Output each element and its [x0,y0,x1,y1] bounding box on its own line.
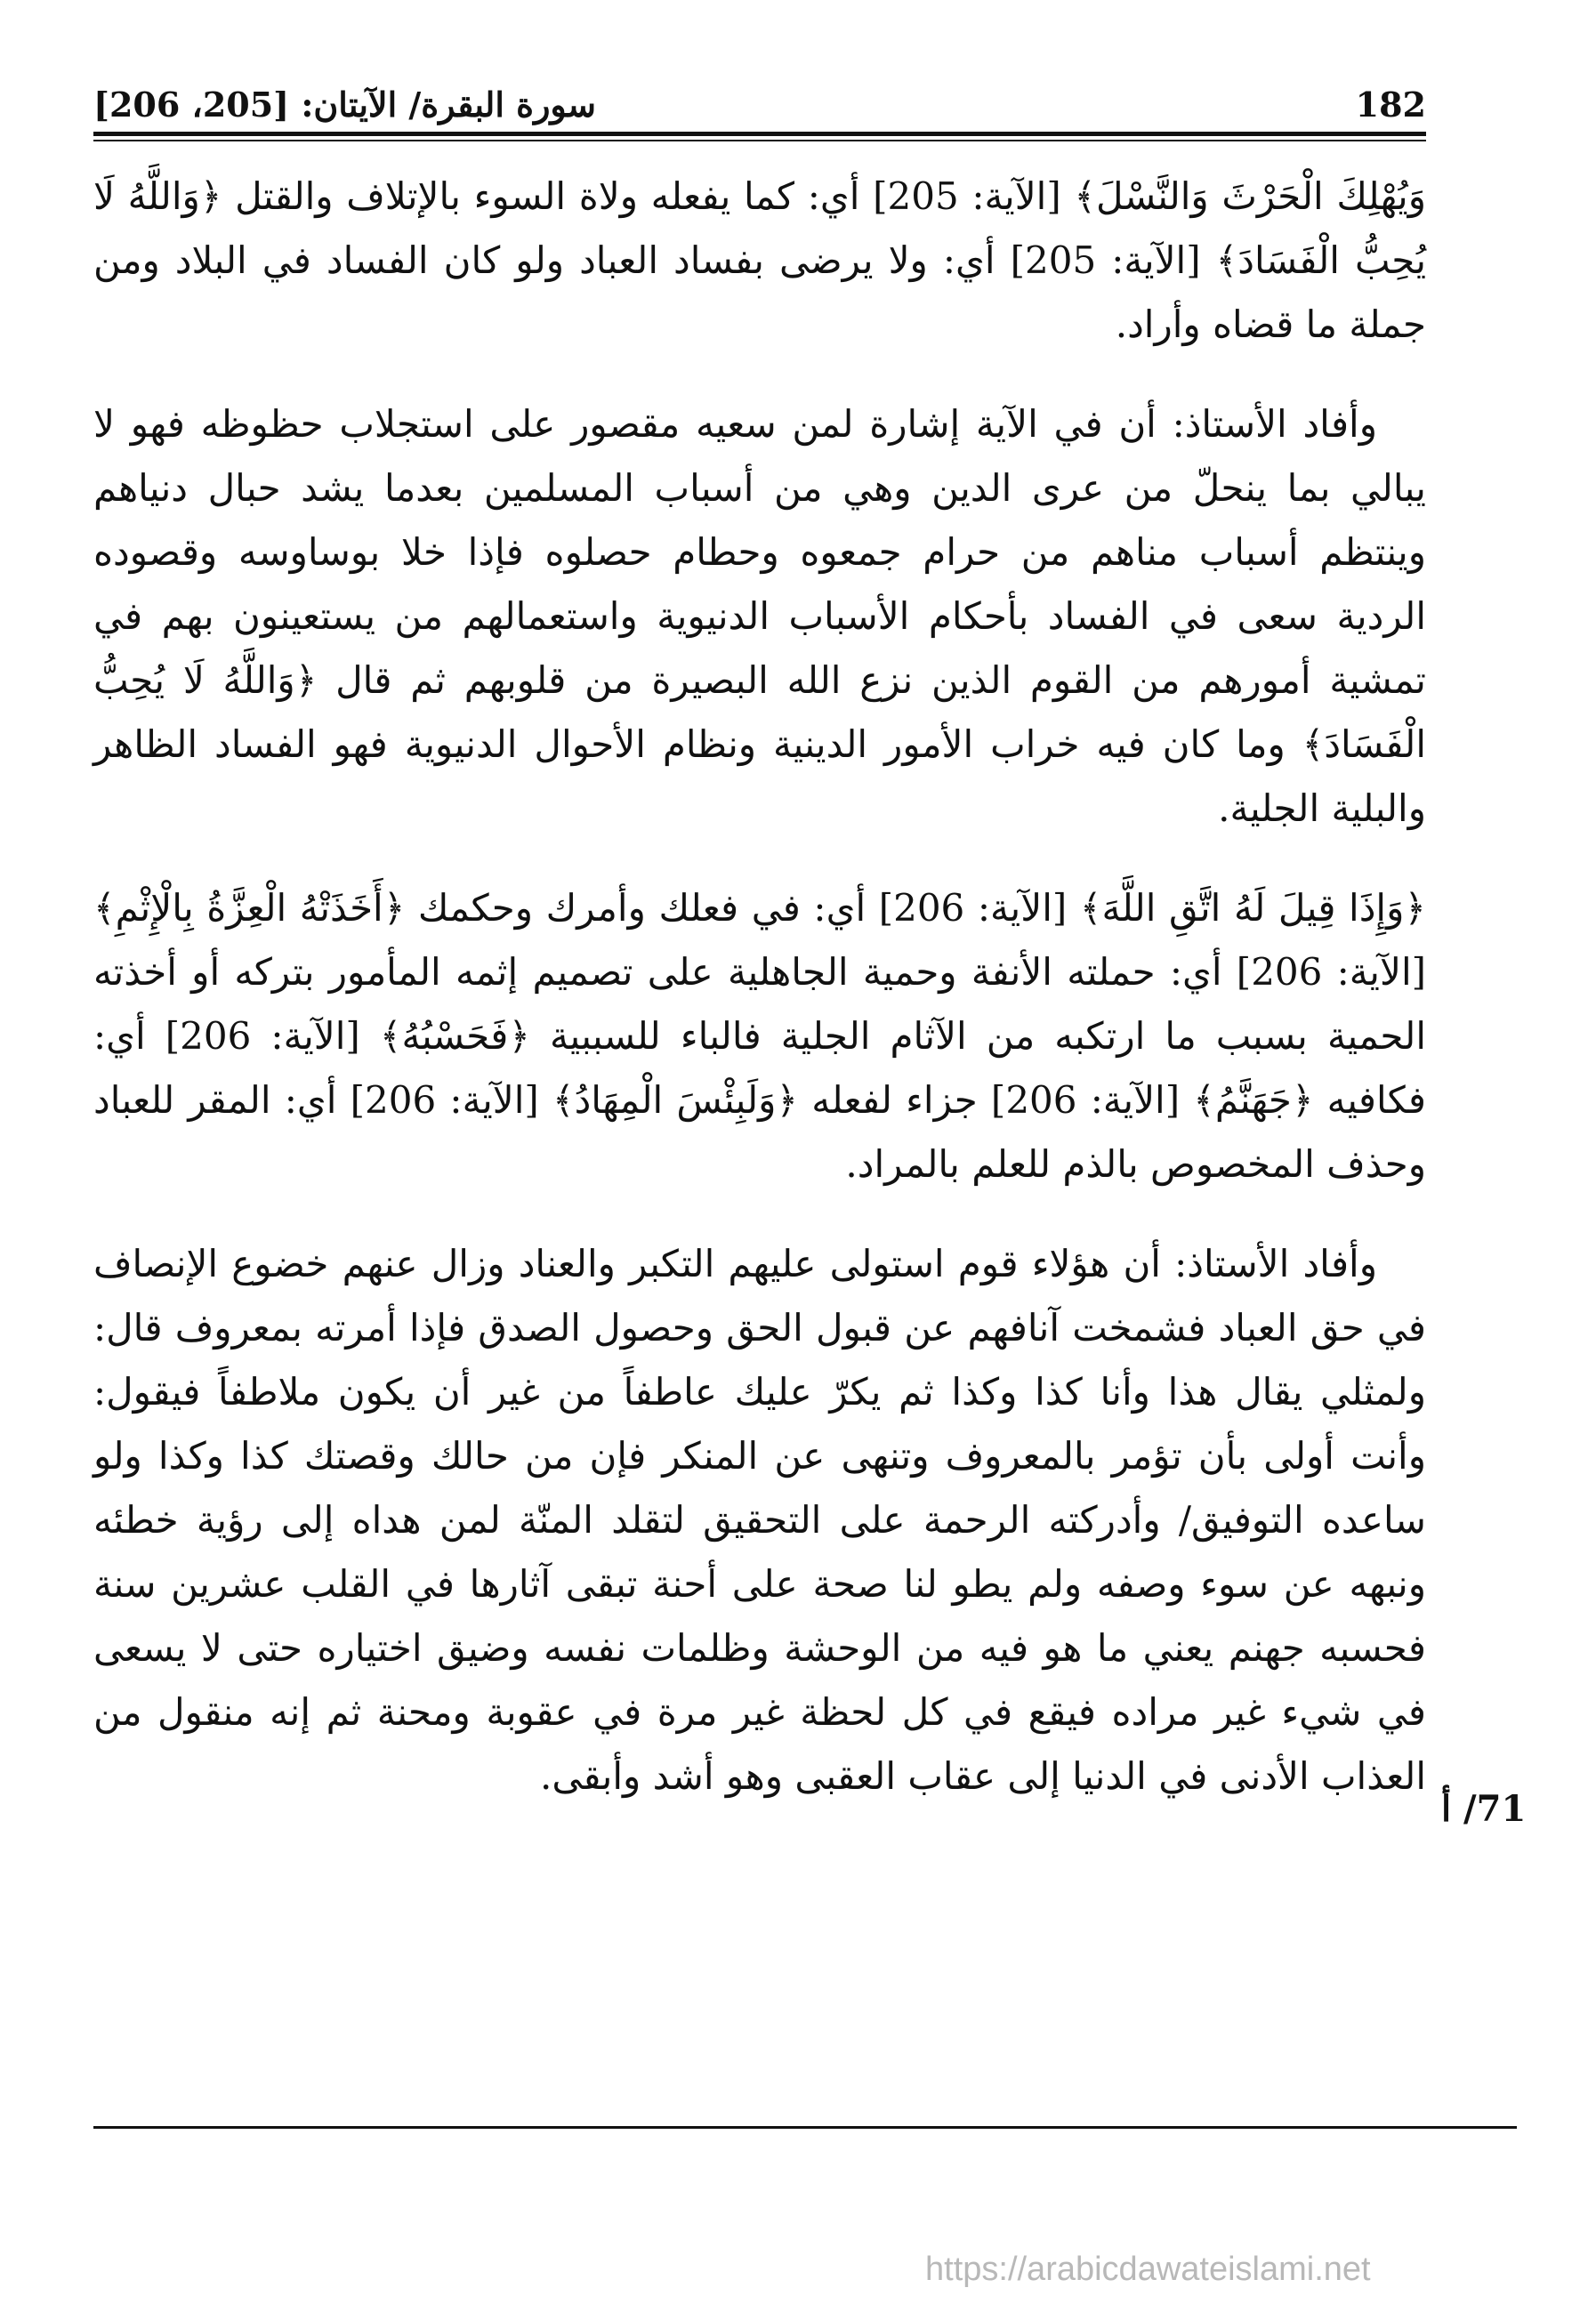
paragraph-verse-206: ﴿وَإِذَا قِيلَ لَهُ اتَّقِ اللَّهَ﴾ [الآية: 206] أي: في فعلك وأمرك وحكمك ﴿أَخَذَتْهُ الْعِزَّةُ بِالْإِثْمِ﴾ [الآية: 206] أي: حملته الأنفة وحمية الجاهلية على تصميم إثمه المأمور بتركه أو أخذته الحمية بسبب ما ارتكبه من الآثام الجلية فالباء للسببية ﴿فَحَسْبُهُ﴾ [الآية: 206] أي: فكافيه ﴿جَهَنَّمُ﴾ [الآية: 206] جزاء لفعله ﴿وَلَبِئْسَ الْمِهَادُ﴾ [الآية: 206] أي: المقر للعباد وحذف المخصوص بالذم للعلم بالمراد. [93,886,1427,1186]
surah-info: سورة البقرة/ الآيتان: [205، 206] [93,85,596,125]
paragraph-ustadh-commentary-2: وأفاد الأستاذ: أن هؤلاء قوم استولى عليهم التكبر والعناد وزال عنهم خضوع الإنصاف في حق العباد فشمخت آنافهم عن قبول الحق وحصول الصدق فإذا أمرته بمعروف قال: ولمثلي يقال هذا وأنا كذا وكذا ثم يكرّ عليك عاطفاً من غير أن يكون ملاطفاً فيقول: وأنت أولى بأن تؤمر بالمعروف وتنهى عن المنكر فإن من حالك وقصتك كذا وكذا ولو ساعده التوفيق/ وأدركته الرحمة على التحقيق لتقلد المنّة لمن هداه إلى رؤية خطئه ونبهه عن سوء وصفه ولم يطو لنا صحة على أحنة تبقى آثارها في القلب عشرين سنة فحسبه جهنم يعني ما هو فيه من الوحشة وظلمات نفسه وضيق اختياره حتى لا يسعى في شيء غير مراده فيقع في كل لحظة غير مرة في عقوبة ومحنة ثم إنه منقول من العذاب الأدنى في الدنيا إلى عقاب العقبى وهو أشد وأبقى. [93,1242,1426,1798]
paragraph-ustadh-commentary-1: وأفاد الأستاذ: أن في الآية إشارة لمن سعيه مقصور على استجلاب حظوظه فهو لا يبالي بما ينحلّ من عرى الدين وهي من أسباب المسلمين بعدما يشد حبال دنياهم وينتظم أسباب مناهم من حرام جمعوه وحطام حصلوه فإذا خلا بوساوسه وقصوده الردية سعى في الفساد بأحكام الأسباب الدنيوية واستعمالهم من يستعينون بهم في تمشية أمورهم من القوم الذين نزع الله البصيرة من قلوبهم ثم قال ﴿وَاللَّهُ لَا يُحِبُّ الْفَسَادَ﴾ وما كان فيه خراب الأمور الدينية ونظام الأحوال الدنيوية فهو الفساد الظاهر والبلية الجلية. [93,402,1426,830]
header-rule [93,132,1426,136]
paragraph-verse-205: وَيُهْلِكَ الْحَرْثَ وَالنَّسْلَ﴾ [الآية: 205] أي: كما يفعله ولاة السوء بالإتلاف والقتل ﴿وَاللَّهُ لَا يُحِبُّ الْفَسَادَ﴾ [الآية: 205] أي: ولا يرضى بفساد العباد ولو كان الفساد في البلاد ومن جملة ما قضاه وأراد. [93,174,1427,346]
watermark-url: https://arabicdawateislami.net [925,2251,1371,2288]
page-body [93,165,1426,1844]
manuscript-folio-note: 71/ أ [1441,1788,1527,1830]
header-rule-secondary [93,140,1426,141]
footer-rule [93,2126,1517,2129]
page-number: 182 [1355,85,1426,125]
page-header [93,78,1426,132]
